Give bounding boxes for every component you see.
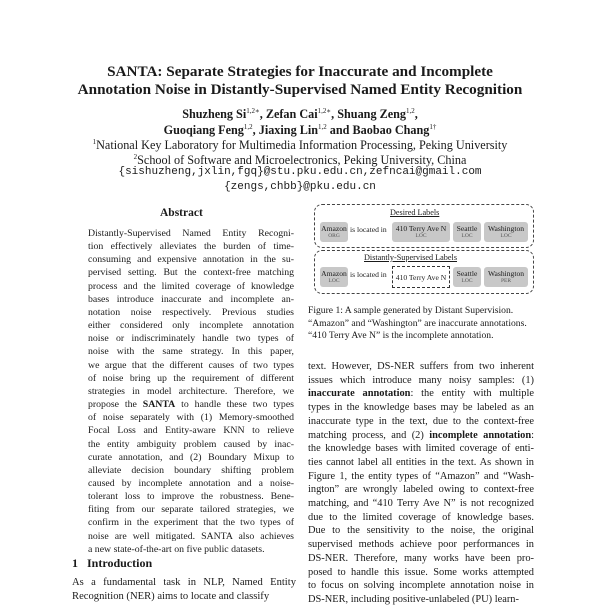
text-line: of noise bring up the requirement of different xyxy=(88,372,294,384)
text-line: DS-NER. Therefore, many works have been pro- xyxy=(308,552,534,564)
entity-box: Seattle LOC xyxy=(453,222,481,242)
figure-1 xyxy=(306,200,534,300)
text-line: bases introduce inaccurate and incomplete an- xyxy=(88,293,294,305)
text-line: Figure 1, the entity types of “Amazon” and “Wash- xyxy=(308,470,534,482)
affiliation-2: $^2$School of Software and Microelectronics, Peking University, China xyxy=(133,153,467,168)
context-text: is located in xyxy=(350,225,387,234)
text-line: due to the limited coverage of knowledge bases. xyxy=(308,511,534,523)
text-line: process and the limited coverage of knowledge xyxy=(88,280,294,292)
entity-box: 410 Terry Ave N LOC xyxy=(392,222,450,242)
text-line: tolerant loss to improve the robustness. Bene- xyxy=(88,491,294,503)
text-line: noise with the same strategy. In this paper, xyxy=(88,346,294,358)
text-line: ington” are wrongly labeled owing to context-free xyxy=(308,484,534,496)
abstract-heading: Abstract xyxy=(160,207,203,219)
authors-line-1: Shuzheng $Si^{1,2∗}$, Zefan Cai$^{1,2∗}$, Shuang Zeng$^{1,2}$, xyxy=(182,107,418,122)
caption-line: “Amazon” and “Washington” are inaccurate annotations. xyxy=(308,317,527,329)
entity-box: Seattle LOC xyxy=(453,267,481,287)
text-line: propose the SANTA to handle these two types xyxy=(88,399,294,411)
text-line: types in the knowledge bases may be labeled as an xyxy=(308,402,534,414)
text-line: Focal Loss and Entity-aware KNN to relieve xyxy=(88,425,294,437)
caption-line: “410 Terry Ave N” is the incomplete annotation. xyxy=(308,330,494,342)
text-line: Recognition (NER) aims to locate and classify xyxy=(72,590,270,602)
paper-title-line-1: SANTA: Separate Strategies for Inaccurate and Incomplete xyxy=(107,63,493,80)
missing-entity-box: 410 Terry Ave N xyxy=(392,266,450,288)
text-line: As a fundamental task in NLP, Named Entity xyxy=(72,577,296,588)
desired-labels-title: Desired Labels xyxy=(390,208,440,217)
text-line: we argue that the different causes of two types xyxy=(88,359,294,371)
authors-line-2: Guoqiang Feng$^{1,2}$, Jiaxing Lin$^{1,2}$ and Baobao Chang$^{1\dagger}$ xyxy=(163,123,437,138)
author-name: Shuzheng Si xyxy=(182,107,247,122)
abstract-body xyxy=(88,227,294,556)
text-line: noise or indiscriminately handle two types of xyxy=(88,333,294,345)
author-name: Zefan Cai xyxy=(265,107,318,122)
text-line: pervised setting. But the context-free matching xyxy=(88,267,294,279)
text-line: either considered only incomplete annotation xyxy=(88,320,294,332)
text-line: the knowledge bases with limited coverage of enti- xyxy=(308,443,534,455)
text-line: supervised methods achieve poor performances in xyxy=(308,539,534,551)
text-line: caused by incomplete annotation and a noise- xyxy=(88,477,294,489)
paper-title-line-2: Annotation Noise in Distantly-Supervised Named Entity Recognition xyxy=(77,81,523,98)
author-name: Jiaxing Lin xyxy=(258,123,318,138)
entity-box: Washington PER xyxy=(484,267,528,287)
introduction-body xyxy=(72,576,296,603)
author-name: Guoqiang Feng xyxy=(163,123,244,138)
author-name: Shuang Zeng xyxy=(337,107,406,122)
figure-1-caption xyxy=(308,305,534,343)
text-line: matching process, and (2) incomplete annotation: xyxy=(308,429,534,441)
text-line: to focus on solving incomplete annotation noise in xyxy=(308,580,534,592)
affiliation-1: $^1$National Key Laboratory for Multimedia Information Processing, Peking University xyxy=(92,138,508,153)
text-line: Distantly-Supervised Named Entity Recogni- xyxy=(88,228,294,239)
entity-box: Amazon ORG xyxy=(320,222,348,242)
entity-box: Amazon LOC xyxy=(320,267,348,287)
text-line: curate annotation, and (2) Boundary Mixup to xyxy=(88,451,294,463)
text-line: tion effectively alleviates the burden of time- xyxy=(88,241,294,253)
caption-line: Figure 1: A sample generated by Distant Supervision. xyxy=(308,305,514,316)
email-line-2: {zengs,chbb}@pku.edu.cn xyxy=(224,181,376,193)
text-line: ties cannot label all entities in the text. As shown in xyxy=(308,456,534,468)
text-line: confirm in the experiment that the two types of xyxy=(88,517,294,529)
text-line: Due to the sensitivity to the noise, the original xyxy=(308,525,534,537)
text-line: noise are well mitigated. SANTA also achieves xyxy=(88,530,294,542)
text-line: posed to handle this issue. Some works attempted xyxy=(308,566,534,578)
text-line: a new state-of-the-art on five public datasets. xyxy=(88,543,265,555)
author-name: Baobao Chang xyxy=(352,123,430,138)
text-line: the entity ambiguity problem caused by inac- xyxy=(88,438,294,450)
text-line: issues which introduce many noisy samples: (1) xyxy=(308,374,534,386)
text-line: text. However, DS-NER suffers from two inherent xyxy=(308,361,534,372)
text-line: notation noise respectively. Previous studies xyxy=(88,306,294,318)
text-line: inaccurate type in the text, due to the context-free xyxy=(308,415,534,427)
text-line: fiting from our separate tailored strategies, we xyxy=(88,504,294,516)
text-line: matching, and “410 Terry Ave N” is not recognized xyxy=(308,498,534,510)
entity-box: Washington LOC xyxy=(484,222,528,242)
text-line: DS-NER, including positive-unlabeled (PU) learn- xyxy=(308,593,519,605)
text-line: strategies in model architecture. Therefore, we xyxy=(88,385,294,397)
text-line: inaccurate annotation: the entity with multiple xyxy=(308,388,534,400)
context-text: is located in xyxy=(350,270,387,279)
section-heading-introduction: 1 Introduction xyxy=(72,556,153,570)
text-line: alleviate decision boundary shifting problem xyxy=(88,464,294,476)
text-line: consuming and expensive annotation in the su- xyxy=(88,254,294,266)
ds-labels-title: Distantly-Supervised Labels xyxy=(364,253,458,262)
right-column-body xyxy=(308,360,534,607)
text-line: of noise separately with (1) Memory-smoothed xyxy=(88,412,294,424)
email-line-1: {sishuzheng,jxlin,fgq}@stu.pku.edu.cn,zefncai@gmail.com xyxy=(118,166,482,178)
